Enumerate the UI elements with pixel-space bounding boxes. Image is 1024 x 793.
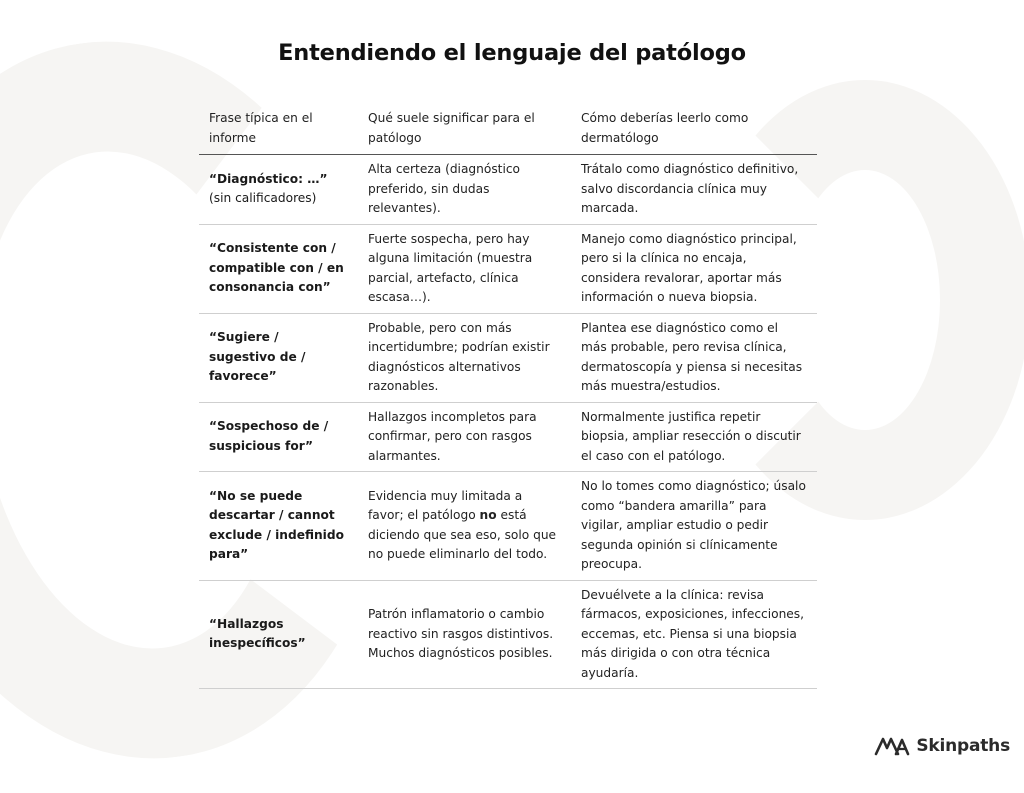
table-row	[199, 313, 817, 402]
column-header-reading: Cómo deberías leerlo como dermatólogo	[571, 100, 817, 155]
meaning-cell: Hallazgos incompletos para confirmar, pero con rasgos alarmantes.	[358, 402, 571, 472]
skinpaths-logo-icon	[874, 736, 910, 756]
table-row	[199, 472, 817, 581]
reading-cell: Manejo como diagnóstico principal, pero si la clínica no encaja, considera revalorar, aportar más información o nueva biopsia.	[571, 224, 817, 313]
phrase-cell: “Consistente con / compatible con / en consonancia con”	[199, 224, 358, 313]
meaning-cell	[358, 472, 571, 581]
table-row	[199, 402, 817, 472]
reading-cell: Trátalo como diagnóstico definitivo, salvo discordancia clínica muy marcada.	[571, 155, 817, 225]
reading-cell: Devuélvete a la clínica: revisa fármacos, exposiciones, infecciones, eccemas, etc. Piensa si una biopsia más dirigida o con otra técnica ayudaría.	[571, 580, 817, 689]
meaning-cell: Fuerte sospecha, pero hay alguna limitación (muestra parcial, artefacto, clínica escasa…).	[358, 224, 571, 313]
brand-logo	[874, 736, 1010, 756]
reading-cell: Plantea ese diagnóstico como el más probable, pero revisa clínica, dermatoscopía y piensa si necesitas más muestra/estudios.	[571, 313, 817, 402]
phrase-cell: “Sospechoso de / suspicious for”	[199, 402, 358, 472]
terminology-table-container	[199, 100, 817, 689]
terminology-table	[199, 100, 817, 689]
meaning-cell: Probable, pero con más incertidumbre; podrían existir diagnósticos alternativos razonables.	[358, 313, 571, 402]
meaning-text-start: Evidencia muy limitada a favor; el patólogo	[368, 488, 523, 523]
table-header-row	[199, 100, 817, 155]
reading-cell: Normalmente justifica repetir biopsia, ampliar resección o discutir el caso con el patólogo.	[571, 402, 817, 472]
meaning-cell: Alta certeza (diagnóstico preferido, sin dudas relevantes).	[358, 155, 571, 225]
reading-cell: No lo tomes como diagnóstico; úsalo como “bandera amarilla” para vigilar, ampliar estudio o pedir segunda opinión si clínicamente preocupa.	[571, 472, 817, 581]
phrase-cell	[199, 155, 358, 225]
table-row	[199, 155, 817, 225]
phrase-cell: “No se puede descartar / cannot exclude / indefinido para”	[199, 472, 358, 581]
table-row	[199, 580, 817, 689]
table-row	[199, 224, 817, 313]
phrase-qualifier: (sin calificadores)	[209, 191, 317, 206]
phrase-cell: “Sugiere / sugestivo de / favorece”	[199, 313, 358, 402]
meaning-cell: Patrón inflamatorio o cambio reactivo sin rasgos distintivos. Muchos diagnósticos posibles.	[358, 580, 571, 689]
phrase-text: “Diagnóstico: …”	[209, 171, 328, 186]
brand-name: Skinpaths	[916, 736, 1010, 756]
meaning-emphasis: no	[479, 508, 497, 523]
column-header-phrase: Frase típica en el informe	[199, 100, 358, 155]
slide-title: Entendiendo el lenguaje del patólogo	[278, 40, 746, 66]
column-header-meaning: Qué suele significar para el patólogo	[358, 100, 571, 155]
meaning-text-end: está diciendo que sea eso, solo que no puede eliminarlo del todo.	[368, 508, 557, 562]
phrase-cell: “Hallazgos inespecíficos”	[199, 580, 358, 689]
